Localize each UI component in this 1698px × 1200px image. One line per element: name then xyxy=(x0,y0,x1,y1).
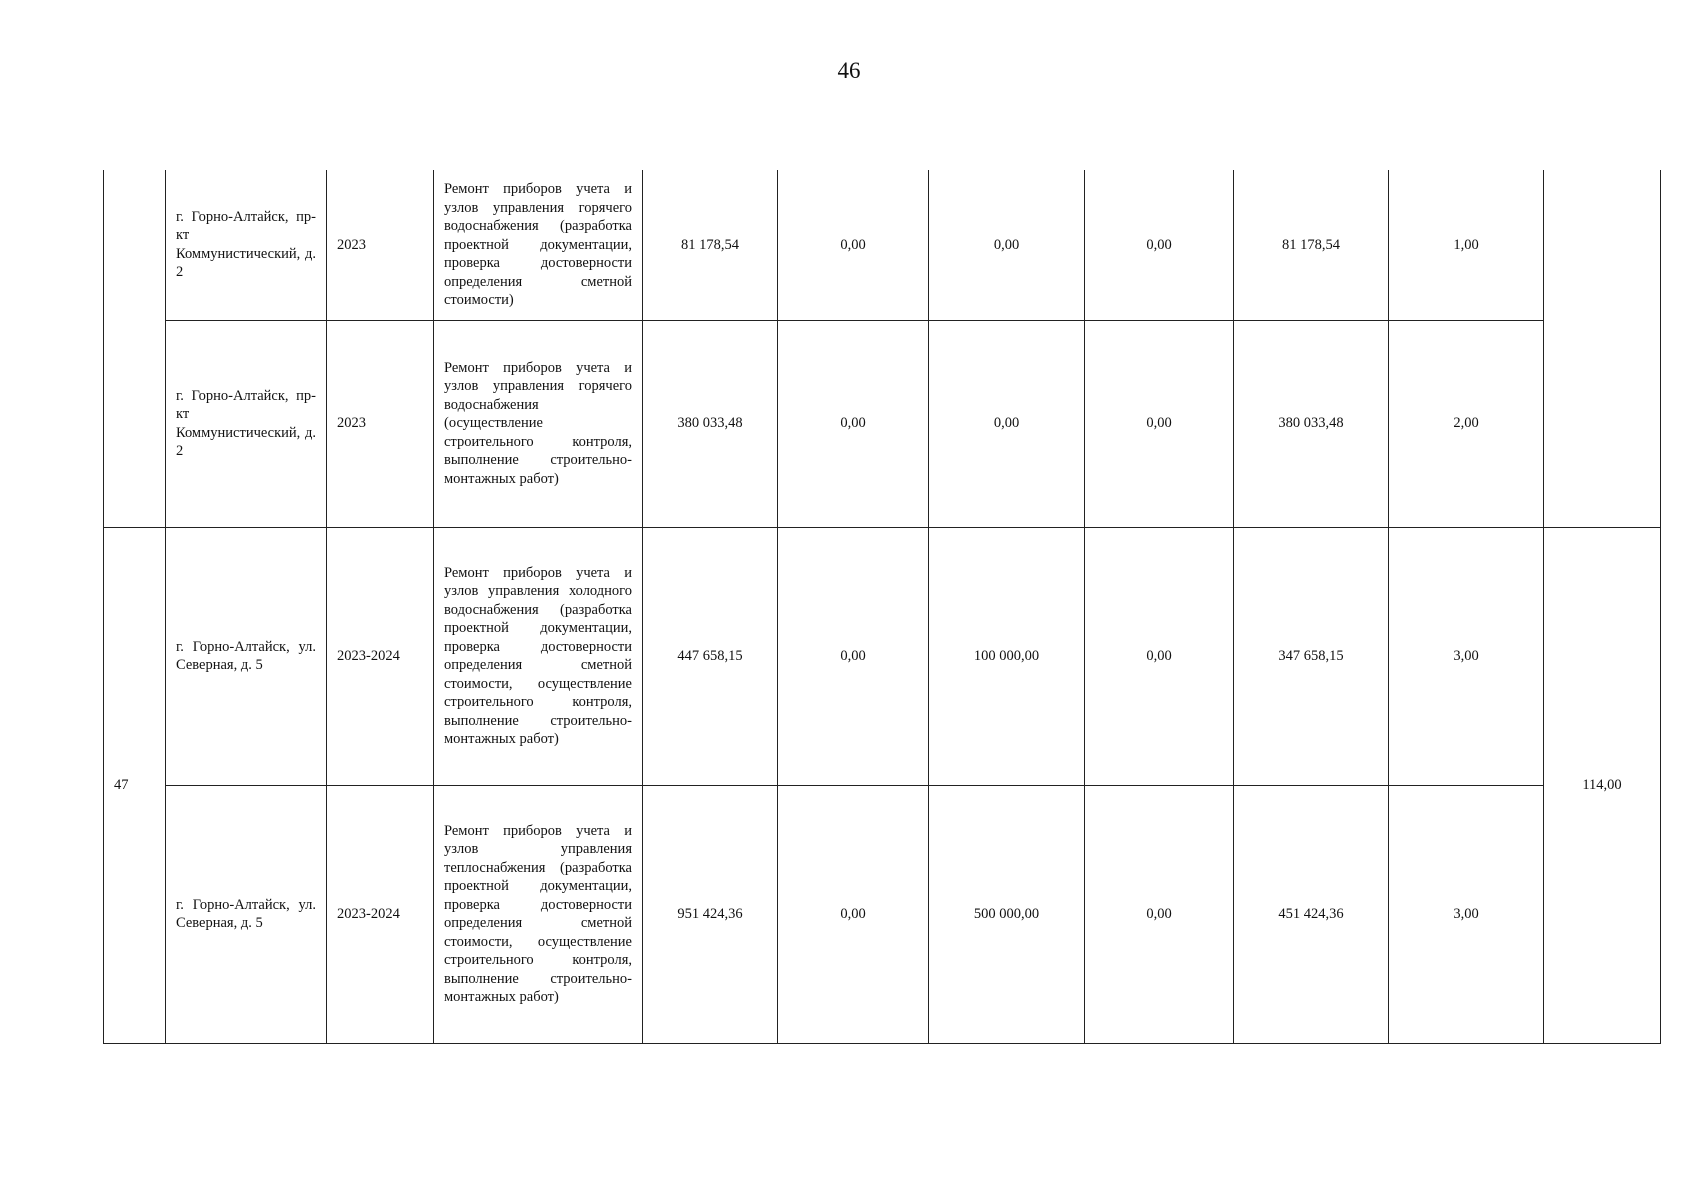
address-cell: г. Горно-Алтайск, пр-кт Коммунистический, д. 2 xyxy=(166,320,327,527)
value-cell: 0,00 xyxy=(1085,170,1234,320)
value-cell: 0,00 xyxy=(778,320,929,527)
year-cell: 2023 xyxy=(327,170,434,320)
value-cell: 3,00 xyxy=(1389,785,1544,1043)
table-row xyxy=(104,785,1661,1043)
table-row xyxy=(104,527,1661,785)
value-cell: 380 033,48 xyxy=(1234,320,1389,527)
value-cell: 347 658,15 xyxy=(1234,527,1389,785)
year-cell: 2023 xyxy=(327,320,434,527)
work-description-cell: Ремонт приборов учета и узлов управления теплоснабжения (разработка проектной документации, проверка достоверности определения сметной стоимости, осуществление строительного контроля, выполнение строительно-монтажных работ) xyxy=(434,785,643,1043)
value-cell: 500 000,00 xyxy=(929,785,1085,1043)
repair-table xyxy=(103,170,1661,1044)
total-cell-empty xyxy=(1544,170,1661,527)
index-cell-empty xyxy=(104,170,166,527)
value-cell: 0,00 xyxy=(778,527,929,785)
year-cell: 2023-2024 xyxy=(327,527,434,785)
value-cell: 0,00 xyxy=(929,170,1085,320)
total-cost-cell: 380 033,48 xyxy=(643,320,778,527)
value-cell: 81 178,54 xyxy=(1234,170,1389,320)
page-number: 46 xyxy=(837,58,861,83)
value-cell: 0,00 xyxy=(1085,320,1234,527)
value-cell: 0,00 xyxy=(778,170,929,320)
work-description-cell: Ремонт приборов учета и узлов управления холодного водоснабжения (разработка проектной документации, проверка достоверности определения сметной стоимости, осуществление строительного контроля, выполнение строительно-монтажных работ) xyxy=(434,527,643,785)
total-cost-cell: 951 424,36 xyxy=(643,785,778,1043)
item-index-cell: 47 xyxy=(104,527,166,1043)
table-row xyxy=(104,170,1661,320)
work-description-cell: Ремонт приборов учета и узлов управления горячего водоснабжения (осуществление строительного контроля, выполнение строительно-монтажных работ) xyxy=(434,320,643,527)
address-cell: г. Горно-Алтайск, ул. Северная, д. 5 xyxy=(166,527,327,785)
value-cell: 451 424,36 xyxy=(1234,785,1389,1043)
total-cost-cell: 81 178,54 xyxy=(643,170,778,320)
value-cell: 0,00 xyxy=(778,785,929,1043)
year-cell: 2023-2024 xyxy=(327,785,434,1043)
value-cell: 2,00 xyxy=(1389,320,1544,527)
value-cell: 1,00 xyxy=(1389,170,1544,320)
value-cell: 3,00 xyxy=(1389,527,1544,785)
value-cell: 0,00 xyxy=(929,320,1085,527)
work-description-cell: Ремонт приборов учета и узлов управления горячего водоснабжения (разработка проектной документации, проверка достоверности определения сметной стоимости) xyxy=(434,170,643,320)
value-cell: 0,00 xyxy=(1085,527,1234,785)
value-cell: 0,00 xyxy=(1085,785,1234,1043)
table-row xyxy=(104,320,1661,527)
item-total-cell: 114,00 xyxy=(1544,527,1661,1043)
address-cell: г. Горно-Алтайск, пр-кт Коммунистический, д. 2 xyxy=(166,170,327,320)
address-cell: г. Горно-Алтайск, ул. Северная, д. 5 xyxy=(166,785,327,1043)
table-container xyxy=(103,170,1661,1044)
total-cost-cell: 447 658,15 xyxy=(643,527,778,785)
value-cell: 100 000,00 xyxy=(929,527,1085,785)
